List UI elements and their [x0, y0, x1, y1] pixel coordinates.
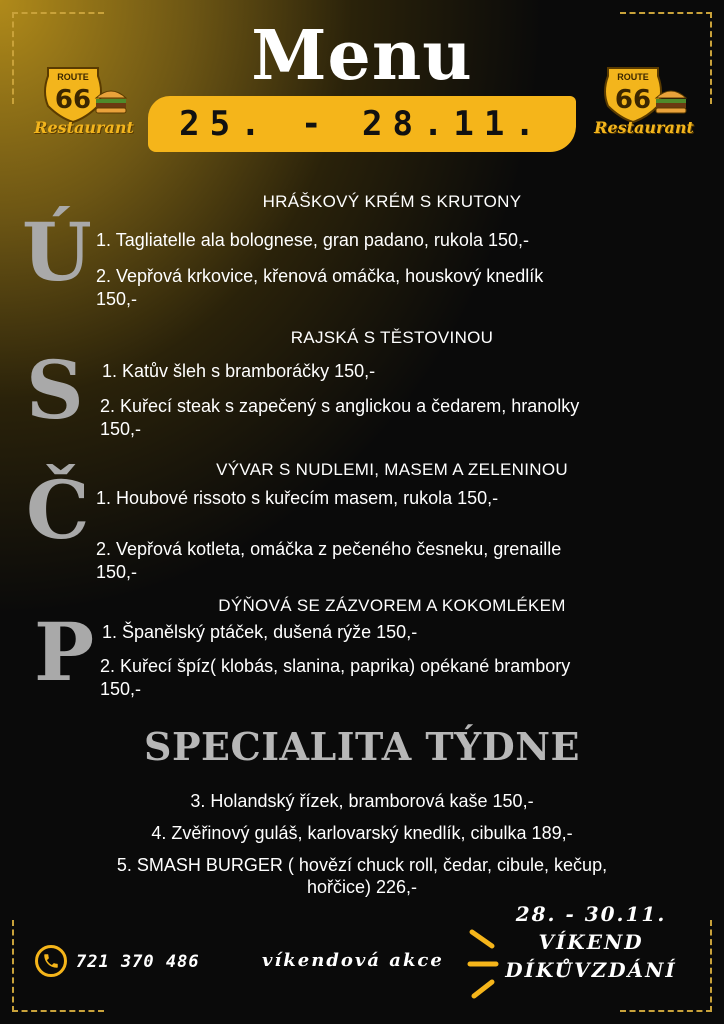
logo-top-text: ROUTE: [617, 72, 649, 82]
day-letter: P: [34, 605, 95, 699]
menu-title: Menu: [251, 16, 473, 96]
route66-logo-right: [594, 62, 694, 144]
menu-item: [96, 538, 561, 584]
menu-item-line: 2. Kuřecí špíz( klobás, slanina, paprika) opékané brambory: [100, 656, 571, 676]
burger-icon: [656, 91, 686, 113]
menu-item-line: 150,-: [96, 562, 138, 582]
weekend-dates: 28. - 30.11.: [515, 902, 667, 926]
menu-item-line: 150,-: [100, 679, 142, 699]
menu-item-line: 2. Vepřová krkovice, křenová omáčka, houskový knedlík: [96, 266, 544, 286]
logo-restaurant-text: Restaurant: [34, 118, 134, 137]
burger-icon: [96, 91, 126, 113]
logo-number: 66: [614, 85, 652, 115]
day-letter: S: [26, 343, 84, 437]
menu-item-line: 1. Katův šleh s bramboráčky 150,-: [102, 361, 376, 381]
specialita-item: [40, 790, 684, 812]
phone-icon[interactable]: [35, 945, 67, 977]
menu-item: [96, 229, 529, 252]
logo-restaurant-text: Restaurant: [594, 118, 694, 137]
menu-item: [102, 360, 375, 383]
soup-title: VÝVAR S NUDLEMI, MASEM A ZELENINOU: [216, 460, 568, 479]
menu-item-line: 2. Vepřová kotleta, omáčka z pečeného česneku, grenaille: [96, 539, 562, 559]
phone-number[interactable]: 721 370 486: [76, 952, 200, 972]
soup-title: RAJSKÁ S TĚSTOVINOU: [290, 328, 494, 347]
menu-item: [102, 621, 417, 644]
menu-item: [100, 395, 579, 441]
menu-item: [96, 487, 498, 510]
specialita-item: [40, 854, 684, 898]
menu-item-line: 150,-: [100, 419, 142, 439]
weekend-event: [486, 900, 696, 984]
menu-item-line: 2. Kuřecí steak s zapečený s anglickou a čedarem, hranolky: [100, 396, 580, 416]
date-range-banner: [148, 96, 576, 152]
logo-top-text: ROUTE: [57, 72, 89, 82]
menu-item-line: 1. Tagliatelle ala bolognese, gran padano, rukola 150,-: [96, 230, 529, 250]
menu-item-line: 150,-: [96, 289, 138, 309]
menu-item-line: 1. Houbové rissoto s kuřecím masem, rukola 150,-: [96, 488, 499, 508]
date-range: 25. - 28.11.: [179, 104, 545, 144]
phone-handset-icon: [42, 952, 60, 970]
day-letter: Č: [26, 463, 90, 557]
specialita-item-line: hořčice) 226,-: [306, 877, 418, 897]
specialita-item-line: 4. Zvěřinový guláš, karlovarský knedlík, cibulka 189,-: [151, 823, 573, 843]
soup-title: DÝŇOVÁ SE ZÁZVOREM A KOKOMLÉKEM: [218, 596, 566, 615]
menu-item: [96, 265, 543, 311]
menu-item-line: 1. Španělský ptáček, dušená rýže 150,-: [102, 622, 418, 642]
weekend-line2: DÍKŮVZDÁNÍ: [505, 958, 677, 982]
specialita-item-line: 3. Holandský řízek, bramborová kaše 150,-: [190, 791, 534, 811]
weekend-line1: VÍKEND: [538, 930, 644, 954]
soup-title: HRÁŠKOVÝ KRÉM S KRUTONY: [262, 192, 522, 211]
route66-logo-left: [34, 62, 134, 144]
menu-item: [100, 655, 570, 701]
specialita-item-line: 5. SMASH BURGER ( hovězí chuck roll, čedar, cibule, kečup,: [116, 855, 608, 875]
weekend-promo-label: víkendová akce: [262, 950, 444, 971]
day-letter: Ú: [22, 205, 92, 299]
logo-number: 66: [54, 85, 92, 115]
specialita-title: SPECIALITA TÝDNE: [144, 724, 580, 769]
specialita-item: [40, 822, 684, 844]
